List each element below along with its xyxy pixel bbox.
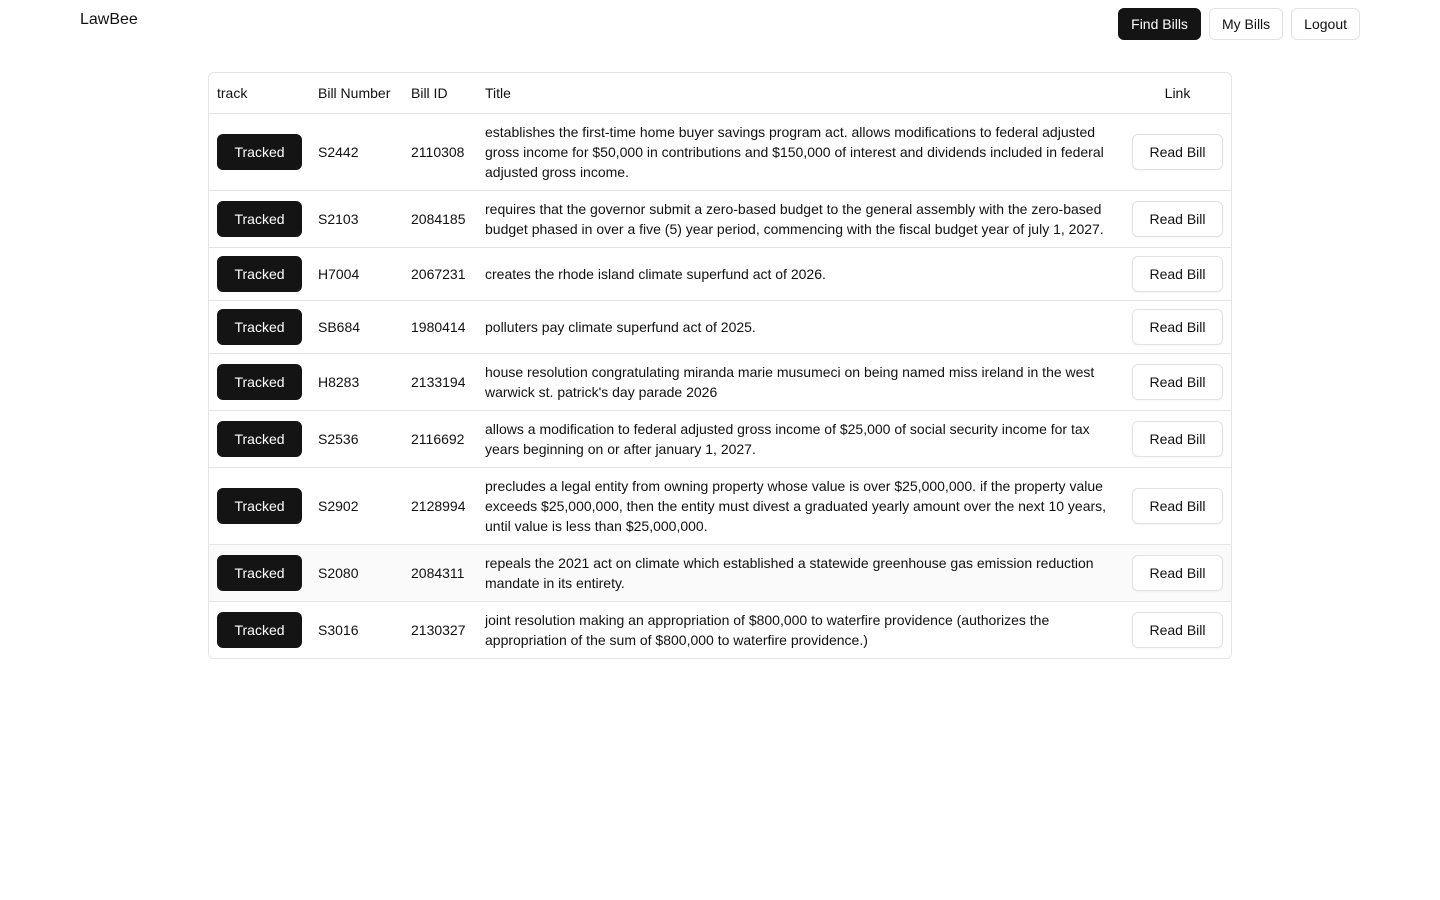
table-row [209, 545, 1231, 602]
read-bill-button[interactable]: Read Bill [1132, 134, 1223, 170]
bill-number: S2080 [310, 545, 403, 602]
bill-title: requires that the governor submit a zero-based budget to the general assembly with the zero-based budget phased in over a five (5) year period, commencing with the fiscal budget year of july 1, 2027. [477, 191, 1124, 248]
main-nav [1118, 8, 1360, 40]
column-header-track: track [209, 73, 310, 114]
bill-id: 2133194 [403, 354, 477, 411]
tracked-button[interactable]: Tracked [217, 134, 302, 170]
table-row [209, 411, 1231, 468]
bill-title: establishes the first-time home buyer savings program act. allows modifications to federal adjusted gross income for $50,000 in contributions and $150,000 of interest and dividends included in federal adjusted gross income. [477, 114, 1124, 191]
column-header-bill-number: Bill Number [310, 73, 403, 114]
read-bill-button[interactable]: Read Bill [1132, 201, 1223, 237]
column-header-link: Link [1124, 73, 1231, 114]
bill-id: 1980414 [403, 301, 477, 354]
table-header-row [209, 73, 1231, 114]
read-bill-button[interactable]: Read Bill [1132, 256, 1223, 292]
brand-logo[interactable]: LawBee [80, 11, 138, 28]
bill-title: house resolution congratulating miranda marie musumeci on being named miss ireland in the west warwick st. patrick's day parade 2026 [477, 354, 1124, 411]
bill-title: creates the rhode island climate superfund act of 2026. [477, 248, 1124, 301]
tracked-button[interactable]: Tracked [217, 201, 302, 237]
bill-title: polluters pay climate superfund act of 2025. [477, 301, 1124, 354]
table-row [209, 248, 1231, 301]
read-bill-button[interactable]: Read Bill [1132, 309, 1223, 345]
bill-number: S2536 [310, 411, 403, 468]
tracked-button[interactable]: Tracked [217, 256, 302, 292]
bill-title: allows a modification to federal adjusted gross income of $25,000 of social security income for tax years beginning on or after january 1, 2027. [477, 411, 1124, 468]
bill-number: S2442 [310, 114, 403, 191]
my-bills-button[interactable]: My Bills [1209, 8, 1283, 40]
bill-id: 2116692 [403, 411, 477, 468]
table-row [209, 602, 1231, 659]
bill-title: joint resolution making an appropriation of $800,000 to waterfire providence (authorizes the appropriation of the sum of $800,000 to waterfire providence.) [485, 612, 1050, 648]
bill-id: 2110308 [403, 114, 477, 191]
tracked-button[interactable]: Tracked [217, 612, 302, 648]
read-bill-button[interactable]: Read Bill [1132, 555, 1223, 591]
read-bill-button[interactable]: Read Bill [1132, 421, 1223, 457]
bill-number: H7004 [310, 248, 403, 301]
read-bill-button[interactable]: Read Bill [1132, 612, 1223, 648]
bill-number: S3016 [318, 622, 359, 638]
tracked-button[interactable]: Tracked [217, 364, 302, 400]
tracked-button[interactable]: Tracked [217, 421, 302, 457]
table-row [209, 354, 1231, 411]
read-bill-button[interactable]: Read Bill [1132, 488, 1223, 524]
tracked-button[interactable]: Tracked [217, 555, 302, 591]
bill-id: 2128994 [403, 468, 477, 545]
column-header-bill-id: Bill ID [403, 73, 477, 114]
bill-number: S2902 [310, 468, 403, 545]
table-row [209, 301, 1231, 354]
column-header-title: Title [477, 73, 1124, 114]
tracked-button[interactable]: Tracked [217, 488, 302, 524]
table-row [209, 191, 1231, 248]
bill-title: repeals the 2021 act on climate which established a statewide greenhouse gas emission reduction mandate in its entirety. [477, 545, 1124, 602]
table-row [209, 114, 1231, 191]
bill-number: SB684 [310, 301, 403, 354]
bill-title: precludes a legal entity from owning property whose value is over $25,000,000. if the property value exceeds $25,000,000, then the entity must divest a graduated yearly amount over the next 10 years, until value is less than $25,000,000. [477, 468, 1124, 545]
find-bills-button[interactable]: Find Bills [1118, 8, 1201, 40]
bill-number: H8283 [310, 354, 403, 411]
logout-button[interactable]: Logout [1291, 8, 1360, 40]
tracked-button[interactable]: Tracked [217, 309, 302, 345]
bill-id: 2130327 [411, 622, 466, 638]
read-bill-button[interactable]: Read Bill [1132, 364, 1223, 400]
bill-id: 2084311 [403, 545, 477, 602]
bill-number: S2103 [310, 191, 403, 248]
bills-table [209, 73, 1231, 658]
bills-table-container [208, 72, 1232, 659]
bill-id: 2084185 [403, 191, 477, 248]
top-bar [0, 0, 1440, 48]
table-row [209, 468, 1231, 545]
bill-id: 2067231 [403, 248, 477, 301]
